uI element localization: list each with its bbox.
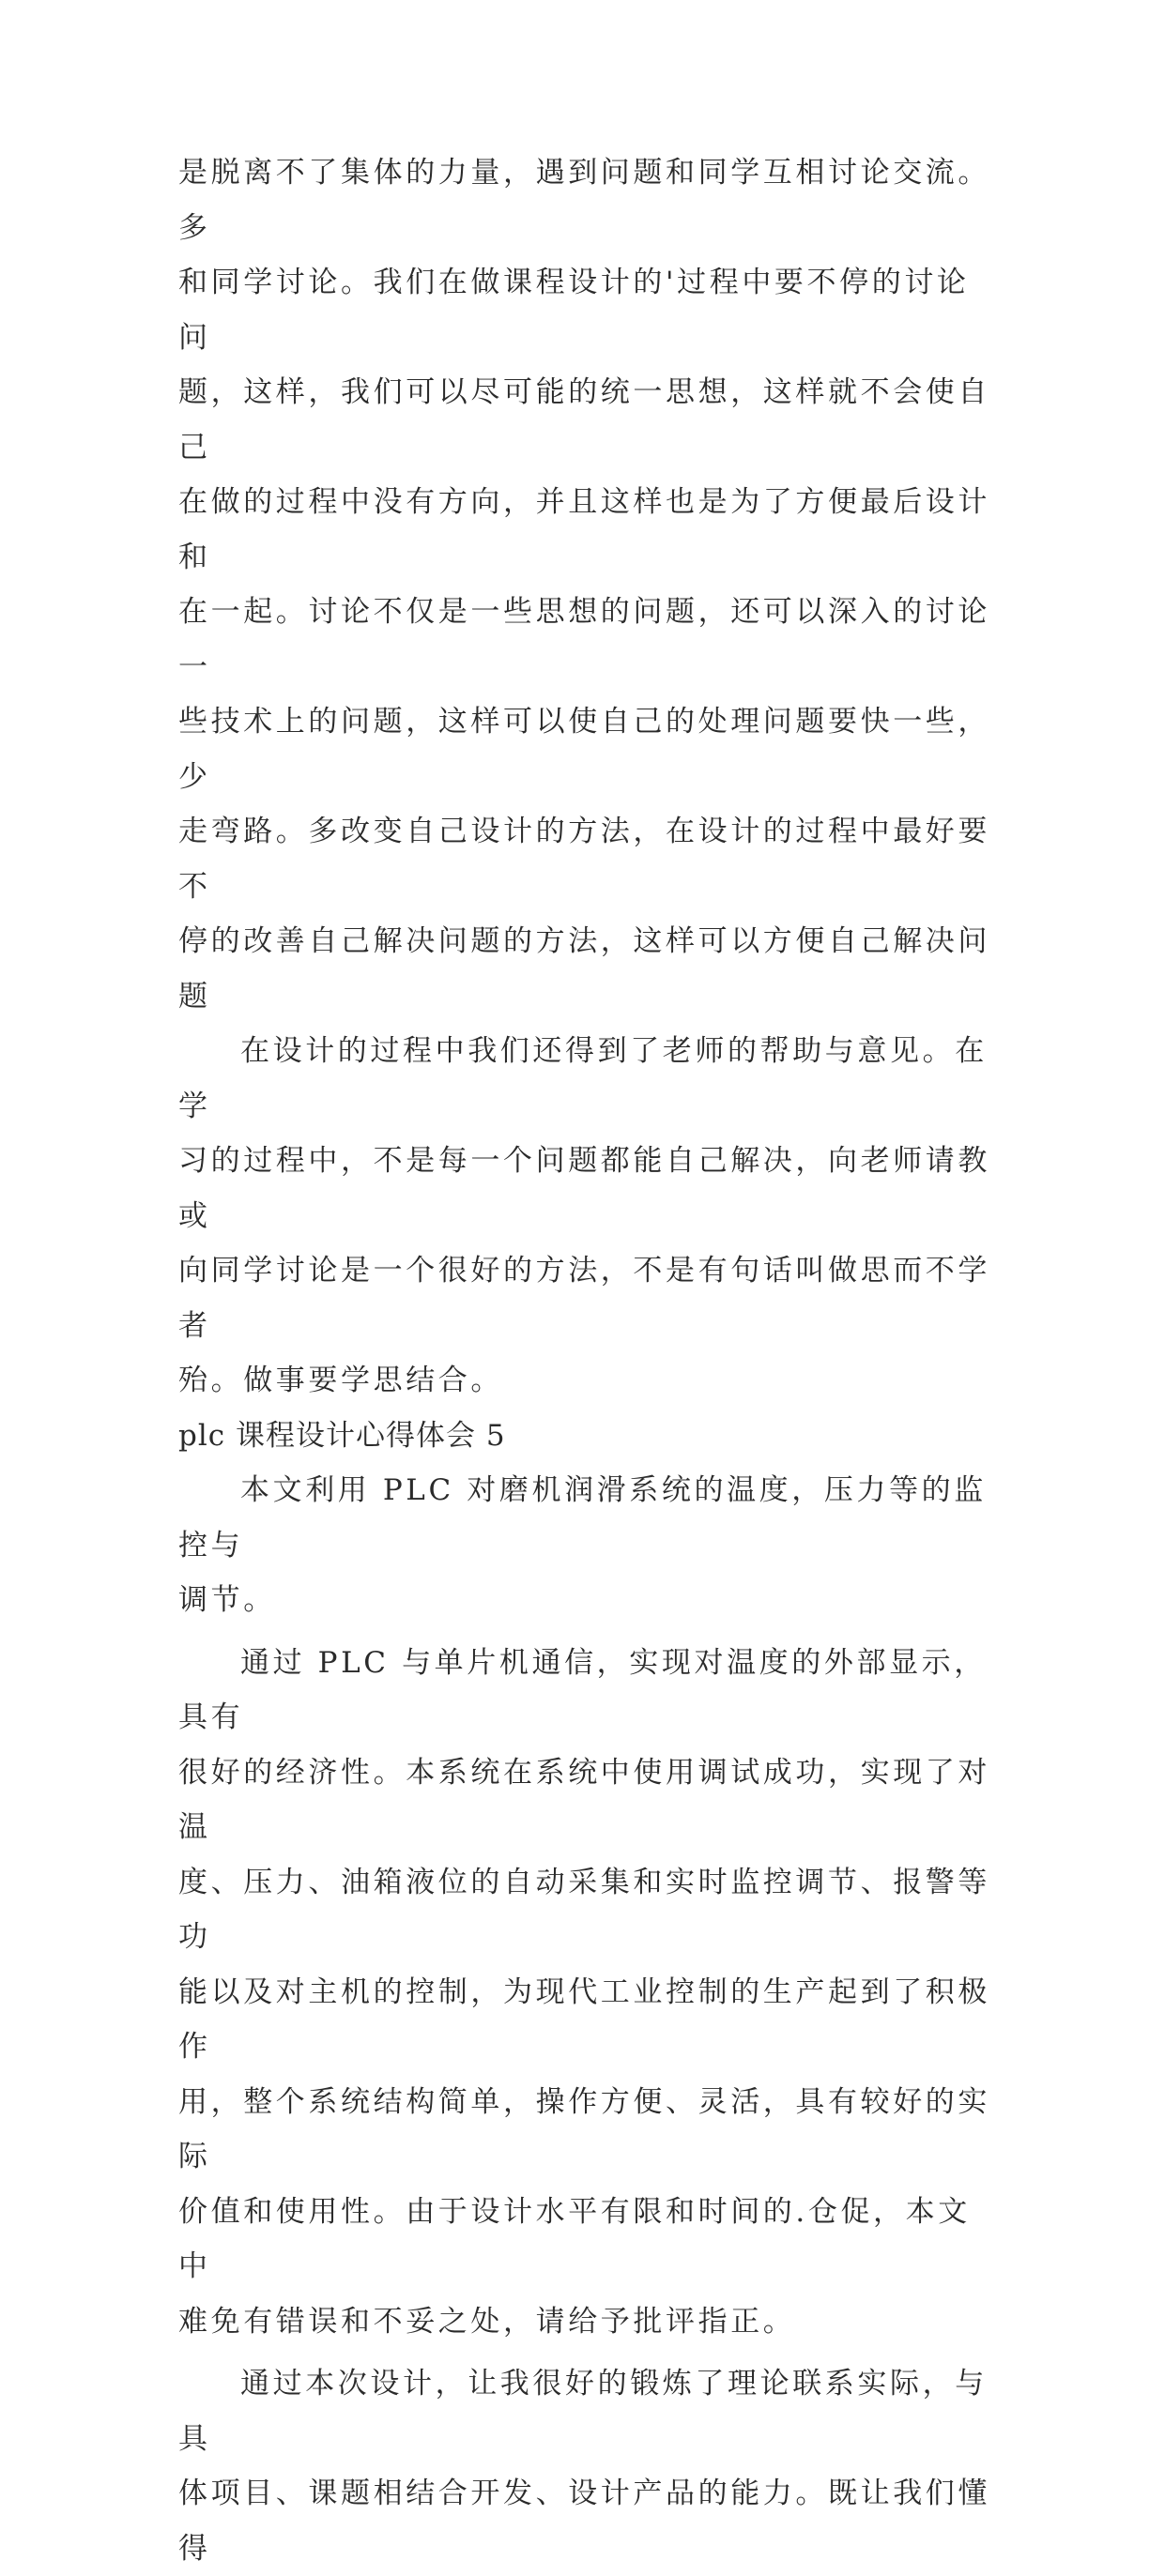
paragraph-5 [178,2356,995,2576]
text-line: 在设计的过程中我们还得到了老师的帮助与意见。在学 [178,1034,988,1123]
text-line: 本文利用 PLC 对磨机润滑系统的温度，压力等的监控与 [178,1473,987,1562]
text-line: 能以及对主机的控制，为现代工业控制的生产起到了积极作 [178,1974,990,2064]
text-line: 是脱离不了集体的力量，遇到问题和同学互相讨论交流。多 [178,156,990,245]
text-line: 通过 PLC 与单片机通信，实现对温度的外部显示，具有 [178,1645,987,1734]
paragraph-1 [178,145,995,1024]
text-line: 停的改善自己解决问题的方法，这样可以方便自己解决问题 [178,924,990,1014]
text-line: 很好的经济性。本系统在系统中使用调试成功，实现了对温 [178,1755,990,1844]
text-line: 度、压力、油箱液位的自动采集和实时监控调节、报警等功 [178,1865,990,1954]
text-line: 向同学讨论是一个很好的方法，不是有句话叫做思而不学者 [178,1254,990,1343]
text-line: 殆。做事要学思结合。 [178,1364,503,1397]
text-line: 用，整个系统结构简单，操作方便、灵活，具有较好的实际 [178,2084,990,2173]
text-line: 走弯路。多改变自己设计的方法，在设计的过程中最好要不 [178,815,990,904]
text-line: 些技术上的问题，这样可以使自己的处理问题要快一些，少 [178,705,990,794]
text-line: 难免有错误和不妥之处，请给予批评指正。 [178,2304,796,2339]
text-line: 在一起。讨论不仅是一些思想的问题，还可以深入的讨论一 [178,595,990,684]
paragraph-4 [178,1636,995,2350]
paragraph-2 [178,1024,995,1409]
text-line: 体项目、课题相结合开发、设计产品的能力。既让我们懂得 [178,2477,990,2566]
text-line: 题，这样，我们可以尽可能的统一思想，这样就不会使自己 [178,375,990,465]
heading-text: plc 课程设计心得体会 5 [178,1418,506,1453]
text-line: 调节。 [178,1583,276,1617]
text-line: 价值和使用性。由于设计水平有限和时间的.仓促，本文中 [178,2194,971,2283]
text-line: 和同学讨论。我们在做课程设计的'过程中要不停的讨论问 [178,266,970,355]
document-body [178,145,995,2576]
text-line: 通过本次设计，让我很好的锻炼了理论联系实际，与具 [178,2367,988,2456]
text-line: 习的过程中，不是每一个问题都能自己解决，向老师请教或 [178,1144,990,1233]
text-line: 在做的过程中没有方向，并且这样也是为了方便最后设计和 [178,485,990,574]
paragraph-3 [178,1463,995,1628]
section-heading [178,1409,995,1464]
